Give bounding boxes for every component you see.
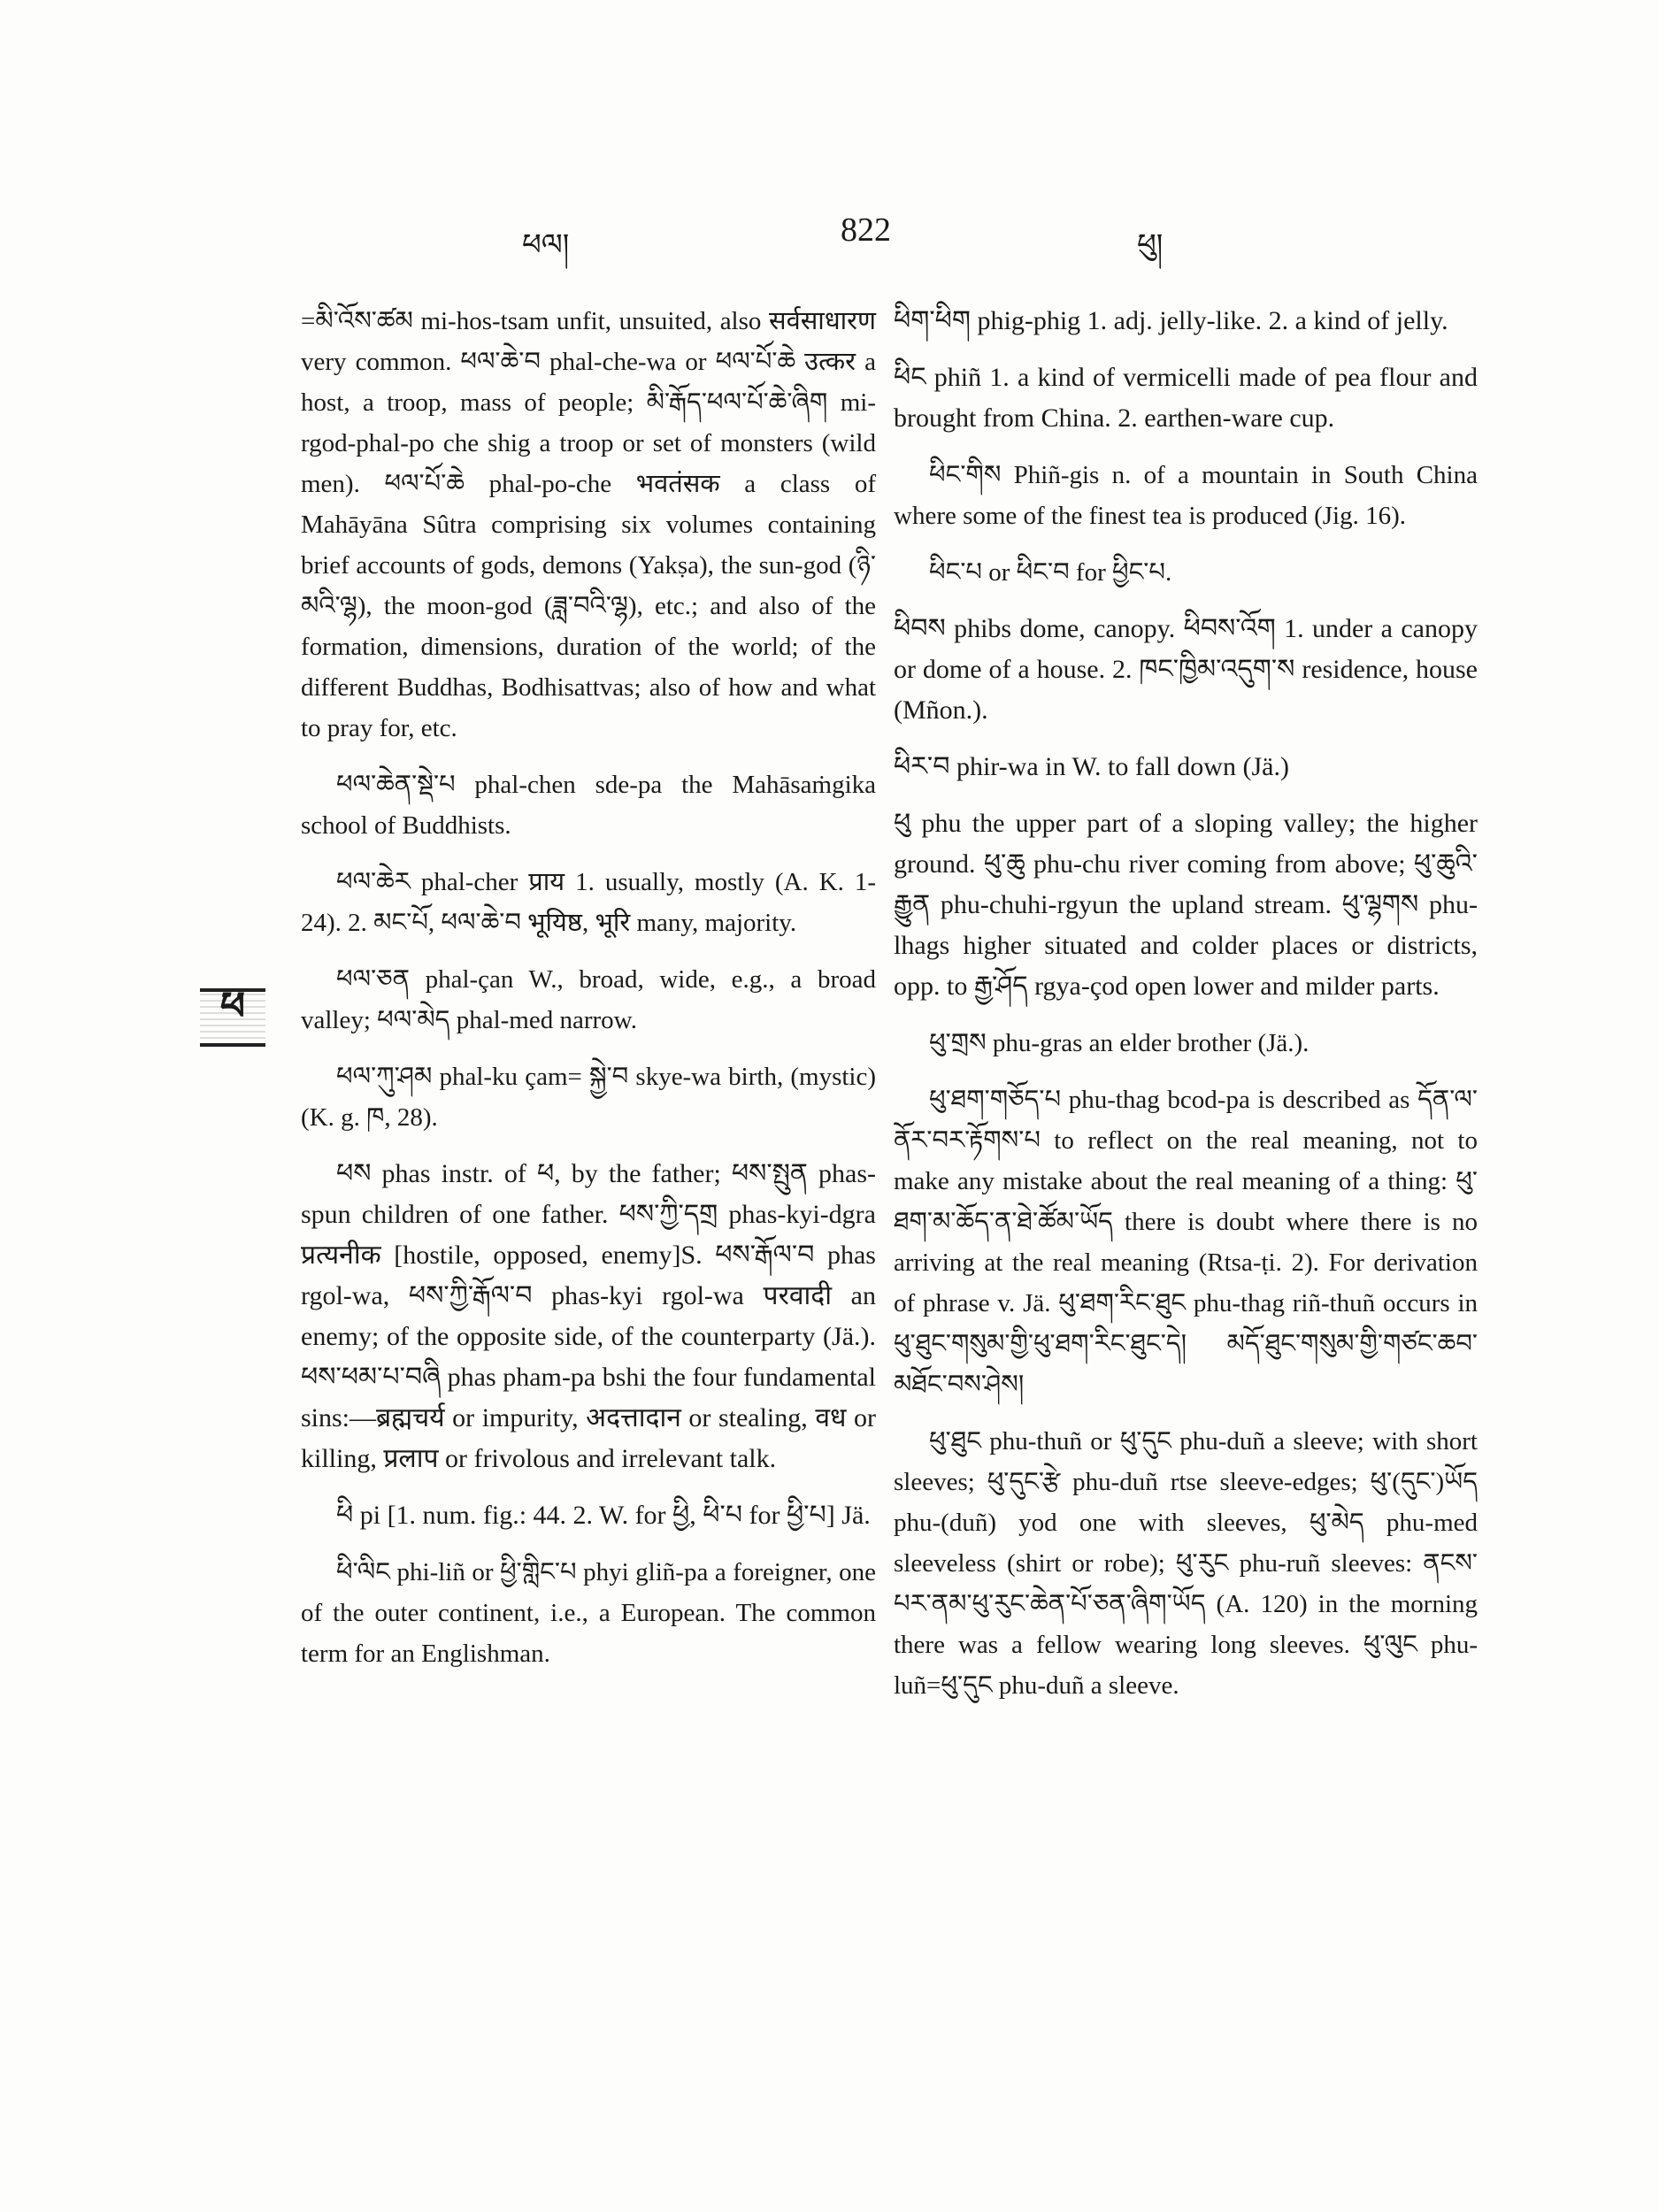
- entry-phi-lin: ཕི་ལིང phi-liñ or ཕྱི་གླིང་པ phyi gliñ-pa a foreigner, one of the outer continent, i.e., a European. The common term for an Englishman.: [301, 1558, 876, 1668]
- page-number: 822: [841, 211, 891, 249]
- entry-phig-phig: ཕིག་ཕིག phig-phig 1. adj. jelly-like. 2. a kind of jelly.: [894, 306, 1448, 335]
- entry-mi-hos-tsam: =མི་འོས་ཚམ mi-hos-tsam unfit, unsuited, also सर्वसाधारण very common. ཕལ་ཆེ་བ phal-che-wa or ཕལ་པོ་ཆེ उत्कर a host, a troop, mass of people; མི་རྒོད་ཕལ་པོ་ཆེ་ཞིག mi-rgod-phal-po che shig a troop or set of monsters (wild men). ཕལ་པོ་ཆེ phal-po-che भवतंसक a class of Mahāyāna Sûtra comprising six volumes containing brief accounts of gods, demons (Yakṣa), the sun-god (ཉི་མའི་ལྷ), the moon-god (ཟླ་བའི་ལྷ), etc.; and also of the formation, dimensions, duration of the world; of the different Buddhas, Bodhisattvas; also of how and what to pray for, etc.: [301, 307, 876, 742]
- entry-phas: ཕས phas instr. of ཕ, by the father; ཕས་སྤུན phas-spun children of one father. ཕས་ཀྱི་དགྲ phas-kyi-dgra प्रत्यनीक [hostile, opposed, enemy]S. ཕས་རྒོལ་བ phas rgol-wa, ཕས་ཀྱི་རྒོལ་བ phas-kyi rgol-wa परवादी an enemy; of the opposite side, of the counterparty (Jä.). ཕས་ཕམ་པ་བཞི phas pham-pa bshi the four fundamental sins:—ब्रह्मचर्य or impurity, अदत्तादान or stealing, वध or killing, प्रलाप or frivolous and irrelevant talk.: [301, 1159, 876, 1473]
- right-column: [894, 301, 1478, 1722]
- entry-phu-thun: ཕུ་ཐུང phu-thuñ or ཕུ་དུང phu-duñ a sleeve; with short sleeves; ཕུ་དུང་རྩེ phu-duñ rtse sleeve-edges; ཕུ་(དུང་)ཡོད phu-(duñ) yod one with sleeves, ཕུ་མེད phu-med sleeveless (shirt or robe); ཕུ་རུང phu-ruñ sleeves: ནངས་པར་ནམ་ཕུ་རུང་ཆེན་པོ་ཅན་ཞིག་ཡོད (A. 120) in the morning there was a fellow wearing long sleeves. ཕུ་ལུང phu-luñ=ཕུ་དུང phu-duñ a sleeve.: [894, 1427, 1478, 1700]
- entry-pi: ཕི pi [1. num. fig.: 44. 2. W. for ཕྱི, ཕི་པ for ཕྱི་པ] Jä.: [336, 1501, 871, 1530]
- entry-phin: ཕིང phiñ 1. a kind of vermicelli made of pea flour and brought from China. 2. earthen-ware cup.: [894, 363, 1478, 433]
- right-running-head: ཕུ།: [1137, 227, 1164, 263]
- left-running-head: ཕལ།: [522, 227, 570, 263]
- entry-phu-gras: ཕུ་གྲས phu-gras an elder brother (Jä.).: [929, 1029, 1310, 1057]
- thumb-index-letter: ཕ: [200, 988, 265, 1047]
- entry-phibs: ཕིབས phibs dome, canopy. ཕིབས་འོག 1. under a canopy or dome of a house. 2. ཁང་ཁྱིམ་འདུག་ས residence, house (Mñon.).: [894, 614, 1478, 725]
- entry-phin-gis: ཕིང་གིས Phiñ-gis n. of a mountain in South China where some of the finest tea is produced (Jig. 16).: [894, 461, 1478, 530]
- entry-phal-chen-sde-pa: ཕལ་ཆེན་སྡེ་པ phal-chen sde-pa the Mahāsaṁgika school of Buddhists.: [301, 771, 876, 840]
- entry-phin-pa: ཕིང་པ or ཕིང་བ for ཕྱིང་པ.: [929, 558, 1172, 587]
- entry-phu-thag-bcod-pa: ཕུ་ཐག་གཅོད་པ phu-thag bcod-pa is described as དོན་ལ་ནོར་བར་རྟོགས་པ to reflect on the real meaning, not to make any mistake about the real meaning of a thing: ཕུ་ཐག་མ་ཆོད་ན་ཐེ་ཚོམ་ཡོད there is doubt where there is no arriving at the real meaning (Rtsa-ṭi. 2). For derivation of phrase v. Jä. ཕུ་ཐག་རིང་ཐུང phu-thag riñ-thuñ occurs in ཕུ་ཐུང་གསུམ་གྱི་ཕུ་ཐག་རིང་ཐུང་དེ། མདོ་ཐུང་གསུམ་གྱི་གཙང་ཆབ་མཐོང་བས་ཤེས།: [894, 1086, 1478, 1399]
- entry-phir-wa: ཕིར་བ phir-wa in W. to fall down (Jä.): [894, 752, 1289, 781]
- left-column: [301, 301, 876, 1690]
- entry-phal-ku-cam: ཕལ་ཀུ་ཤམ phal-ku çam= སྐྱེ་བ skye-wa birth, (mystic) (K. g. ཁ, 28).: [301, 1063, 876, 1132]
- entry-phal-can: ཕལ་ཅན phal-çan W., broad, wide, e.g., a broad valley; ཕལ་མེད phal-med narrow.: [301, 965, 876, 1034]
- entry-phal-cher: ཕལ་ཆེར phal-cher प्राय 1. usually, mostly (A. K. 1-24). 2. མང་པོ, ཕལ་ཆེ་བ भूयिष्ठ, भूरि many, majority.: [301, 868, 876, 937]
- entry-phu: ཕུ phu the upper part of a sloping valley; the higher ground. ཕུ་ཆུ phu-chu river coming from above; ཕུ་ཆུའི་རྒྱུན phu-chuhi-rgyun the upland stream. ཕུ་ལྷགས phu-lhags higher situated and colder places or districts, opp. to རྒྱ་ཤོད rgya-çod open lower and milder parts.: [894, 809, 1478, 1001]
- running-header: [0, 211, 1659, 264]
